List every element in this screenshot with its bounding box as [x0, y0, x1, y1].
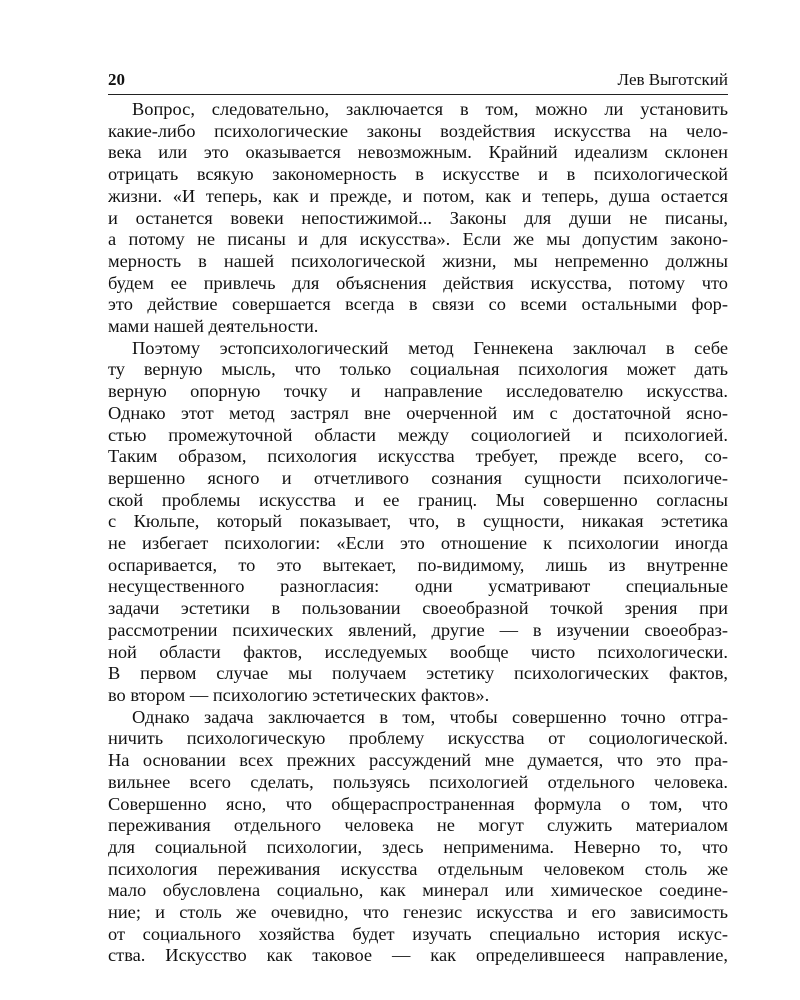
text-line: ту верную мысль, что только социальная психология может дать [108, 359, 728, 380]
text-line: во втором — психологию эстетических фактов». [108, 684, 490, 705]
text-line: переживания отдельного человека не могут служить материалом [108, 815, 728, 836]
text-line: верную опорную точку и направление исследователю искусства. [108, 381, 728, 402]
text-line: вильнее всего сделать, пользуясь психологией отдельного человека. [108, 771, 728, 792]
text-line: Однако этот метод застрял вне очерченной им с достаточной ясно- [108, 402, 728, 423]
text-line: ства. Искусство как таковое — как определившееся направление, [108, 945, 728, 966]
text-line: какие-либо психологические законы воздействия искусства на чело- [108, 120, 728, 141]
running-header-author: Лев Выготский [617, 70, 728, 89]
text-line: рассмотрении психических явлений, другие — в изучении своеобраз- [108, 619, 728, 640]
text-line: несущественного разногласия: одни усматривают специальные [108, 576, 728, 597]
body-text [108, 99, 728, 967]
text-line: вершенно ясного и отчетливого сознания сущности психологиче- [108, 467, 728, 488]
text-line: для социальной психологии, здесь неприменима. Неверно то, что [108, 836, 728, 857]
text-line: мами нашей деятельности. [108, 316, 319, 337]
text-line: с Кюльпе, который показывает, что, в сущности, никакая эстетика [108, 511, 728, 532]
text-line: мерность в нашей психологической жизни, мы непременно должны [108, 250, 728, 271]
text-line: а потому не писаны и для искусства». Если же мы допустим законо- [108, 229, 728, 250]
text-line: ние; и столь же очевидно, что генезис искусства и его зависимость [108, 902, 728, 923]
text-line: стью промежуточной области между социологией и психологией. [108, 424, 728, 445]
paragraph [108, 338, 728, 707]
text-line: психология переживания искусства отдельным человеком столь же [108, 858, 728, 879]
text-line: Однако задача заключается в том, чтобы совершенно точно отгра- [132, 706, 728, 727]
running-header [108, 70, 728, 95]
text-line: ской проблемы искусства и ее границ. Мы совершенно согласны [108, 489, 728, 510]
text-line: отрицать всякую закономерность в искусстве и в психологической [108, 164, 728, 185]
text-line: На основании всех прежних рассуждений мне думается, что это пра- [108, 750, 728, 771]
text-line: от социального хозяйства будет изучать специально история искус- [108, 923, 728, 944]
text-line: задачи эстетики в пользовании своеобразной точкой зрения при [108, 598, 728, 619]
paragraph [108, 707, 728, 967]
text-line: ничить психологическую проблему искусства от социологической. [108, 728, 728, 749]
text-line: Вопрос, следовательно, заключается в том, можно ли установить [132, 99, 728, 119]
text-line: это действие совершается всегда в связи со всеми остальными фор- [108, 294, 728, 315]
text-line: и останется вовеки непостижимой... Законы для души не писаны, [108, 207, 728, 228]
text-line: В первом случае мы получаем эстетику психологических фактов, [108, 663, 728, 684]
text-line: Таким образом, психология искусства требует, прежде всего, со- [108, 446, 728, 467]
text-line: Поэтому эстопсихологический метод Геннекена заключал в себе [132, 337, 728, 358]
text-line: будем ее привлечь для объяснения действия искусства, потому что [108, 272, 728, 293]
page-number: 20 [108, 70, 125, 89]
text-line: ной области фактов, исследуемых вообще чисто психологически. [108, 641, 728, 662]
paragraph [108, 99, 728, 338]
text-line: оспаривается, то это вытекает, по-видимому, лишь из внутренне [108, 554, 728, 575]
text-line: века или это оказывается невозможным. Крайний идеализм склонен [108, 142, 728, 163]
text-line: мало обусловлена социально, как минерал или химическое соедине- [108, 880, 728, 901]
text-line: жизни. «И теперь, как и прежде, и потом, как и теперь, душа остается [108, 185, 728, 206]
text-line: не избегает психологии: «Если это отношение к психологии иногда [108, 533, 728, 554]
text-line: Совершенно ясно, что общераспространенная формула о том, что [108, 793, 728, 814]
book-page [108, 70, 728, 967]
